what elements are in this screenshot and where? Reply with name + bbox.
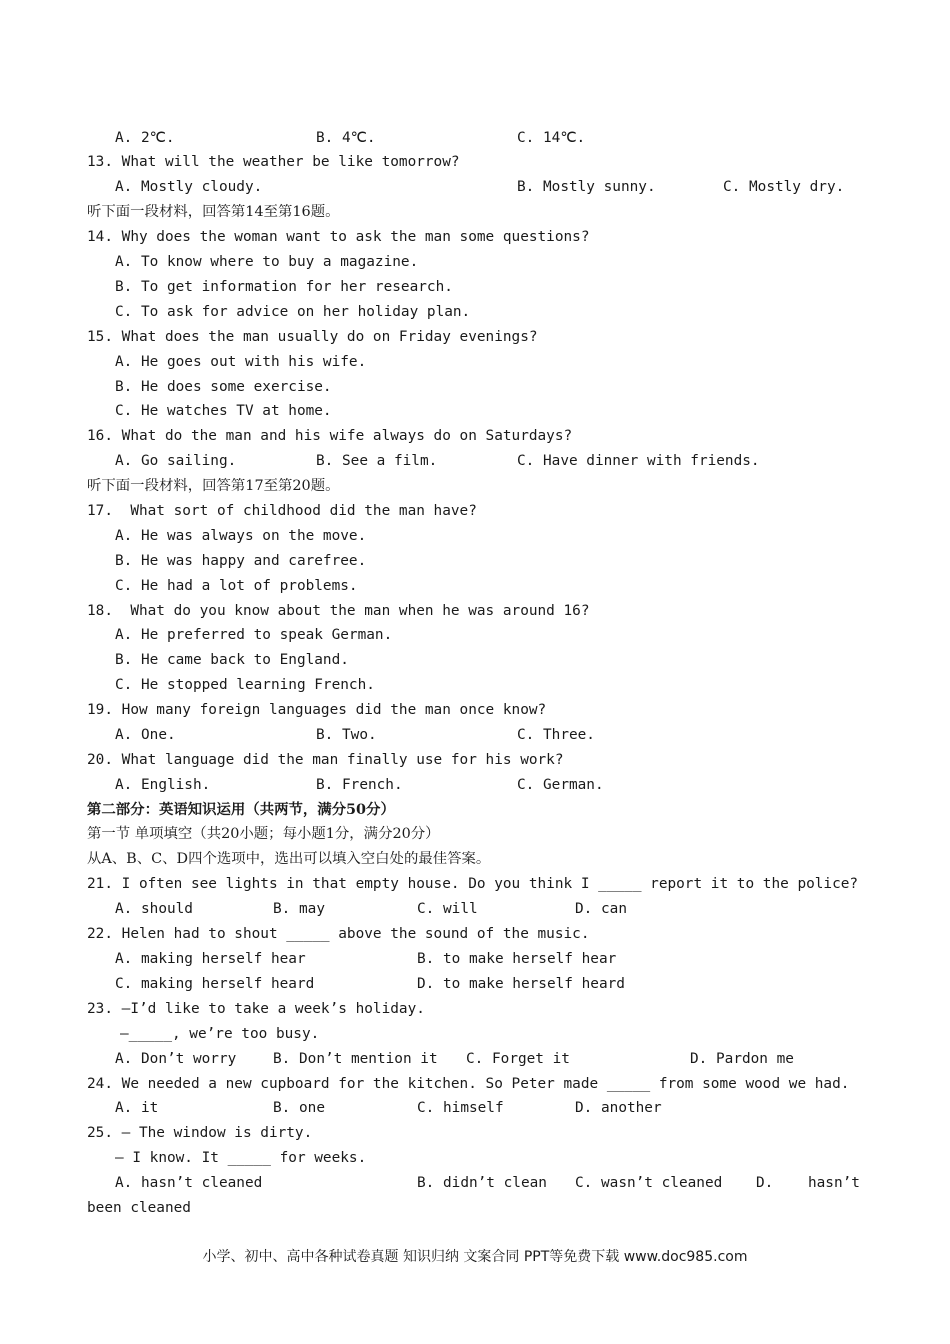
q24-stem: 24. We needed a new cupboard for the kitchen. So Peter made _____ from some wood we had. bbox=[87, 1076, 850, 1092]
q19-option-a: A. One. bbox=[115, 727, 176, 743]
q22-stem: 22. Helen had to shout _____ above the sound of the music. bbox=[87, 926, 590, 942]
q16-option-b: B. See a film. bbox=[316, 453, 438, 469]
q23-option-c: C. Forget it bbox=[466, 1051, 570, 1067]
q13-option-b: B. Mostly sunny. bbox=[517, 179, 656, 195]
q21-option-b: B. may bbox=[273, 901, 325, 917]
instruction-17-20: 听下面一段材料，回答第17至第20题。 bbox=[87, 478, 340, 494]
q25-option-d-continuation: been cleaned bbox=[87, 1200, 191, 1216]
q24-option-d: D. another bbox=[575, 1100, 662, 1116]
q25-option-d: D. hasn’t bbox=[756, 1175, 860, 1191]
q25-option-c: C. wasn’t cleaned bbox=[575, 1175, 723, 1191]
q14-option-a: A. To know where to buy a magazine. bbox=[115, 254, 419, 270]
q25-option-a: A. hasn’t cleaned bbox=[115, 1175, 263, 1191]
q23-reply: —_____, we’re too busy. bbox=[120, 1026, 320, 1042]
q22-option-c: C. making herself heard bbox=[115, 976, 315, 992]
q25-stem: 25. — The window is dirty. bbox=[87, 1125, 313, 1141]
q14-option-c: C. To ask for advice on her holiday plan. bbox=[115, 304, 471, 320]
q18-stem: 18. What do you know about the man when he was around 16? bbox=[87, 603, 590, 619]
q24-option-c: C. himself bbox=[417, 1100, 504, 1116]
q22-option-d: D. to make herself heard bbox=[417, 976, 625, 992]
q18-option-a: A. He preferred to speak German. bbox=[115, 627, 393, 643]
q19-option-c: C. Three. bbox=[517, 727, 595, 743]
q19-option-b: B. Two. bbox=[316, 727, 377, 743]
q22-option-b: B. to make herself hear bbox=[417, 951, 617, 967]
q14-stem: 14. Why does the woman want to ask the man some questions? bbox=[87, 229, 590, 245]
section1-instruction: 从A、B、C、D四个选项中，选出可以填入空白处的最佳答案。 bbox=[87, 851, 491, 867]
q15-option-a: A. He goes out with his wife. bbox=[115, 354, 367, 370]
q22-option-a: A. making herself hear bbox=[115, 951, 306, 967]
q17-option-c: C. He had a lot of problems. bbox=[115, 578, 358, 594]
q18-option-b: B. He came back to England. bbox=[115, 652, 349, 668]
q13-option-c: C. Mostly dry. bbox=[723, 179, 845, 195]
q12-option-b: B. 4℃. bbox=[316, 130, 376, 146]
q21-stem: 21. I often see lights in that empty house. Do you think I _____ report it to the police? bbox=[87, 876, 859, 892]
section1-title: 第一节 单项填空（共20小题；每小题1分，满分20分） bbox=[87, 826, 440, 842]
q16-option-c: C. Have dinner with friends. bbox=[517, 453, 760, 469]
q25-reply: — I know. It _____ for weeks. bbox=[115, 1150, 367, 1166]
q17-option-b: B. He was happy and carefree. bbox=[115, 553, 367, 569]
q12-option-a: A. 2℃. bbox=[115, 130, 175, 146]
q12-option-c: C. 14℃. bbox=[517, 130, 586, 146]
q20-stem: 20. What language did the man finally use for his work? bbox=[87, 752, 564, 768]
q20-option-b: B. French. bbox=[316, 777, 403, 793]
q25-option-b: B. didn’t clean bbox=[417, 1175, 547, 1191]
q24-option-b: B. one bbox=[273, 1100, 325, 1116]
q17-stem: 17. What sort of childhood did the man have? bbox=[87, 503, 477, 519]
q15-option-b: B. He does some exercise. bbox=[115, 379, 332, 395]
instruction-14-16: 听下面一段材料，回答第14至第16题。 bbox=[87, 204, 340, 220]
q13-stem: 13. What will the weather be like tomorrow? bbox=[87, 154, 460, 170]
q23-option-b: B. Don’t mention it bbox=[273, 1051, 438, 1067]
part2-title: 第二部分：英语知识运用（共两节，满分50分） bbox=[87, 801, 395, 818]
q21-option-c: C. will bbox=[417, 901, 478, 917]
q23-stem: 23. —I’d like to take a week’s holiday. bbox=[87, 1001, 425, 1017]
q13-option-a: A. Mostly cloudy. bbox=[115, 179, 263, 195]
q17-option-a: A. He was always on the move. bbox=[115, 528, 367, 544]
q20-option-a: A. English. bbox=[115, 777, 211, 793]
q23-option-d: D. Pardon me bbox=[690, 1051, 794, 1067]
q21-option-a: A. should bbox=[115, 901, 193, 917]
q14-option-b: B. To get information for her research. bbox=[115, 279, 453, 295]
q19-stem: 19. How many foreign languages did the man once know? bbox=[87, 702, 547, 718]
q21-option-d: D. can bbox=[575, 901, 627, 917]
page-footer: 小学、初中、高中各种试卷真题 知识归纳 文案合同 PPT等免费下载 www.doc985.com bbox=[202, 1249, 748, 1265]
q24-option-a: A. it bbox=[115, 1100, 159, 1116]
q23-option-a: A. Don’t worry bbox=[115, 1051, 237, 1067]
q15-stem: 15. What does the man usually do on Friday evenings? bbox=[87, 329, 538, 345]
q15-option-c: C. He watches TV at home. bbox=[115, 403, 332, 419]
q16-stem: 16. What do the man and his wife always do on Saturdays? bbox=[87, 428, 573, 444]
q18-option-c: C. He stopped learning French. bbox=[115, 677, 375, 693]
q20-option-c: C. German. bbox=[517, 777, 604, 793]
q16-option-a: A. Go sailing. bbox=[115, 453, 237, 469]
